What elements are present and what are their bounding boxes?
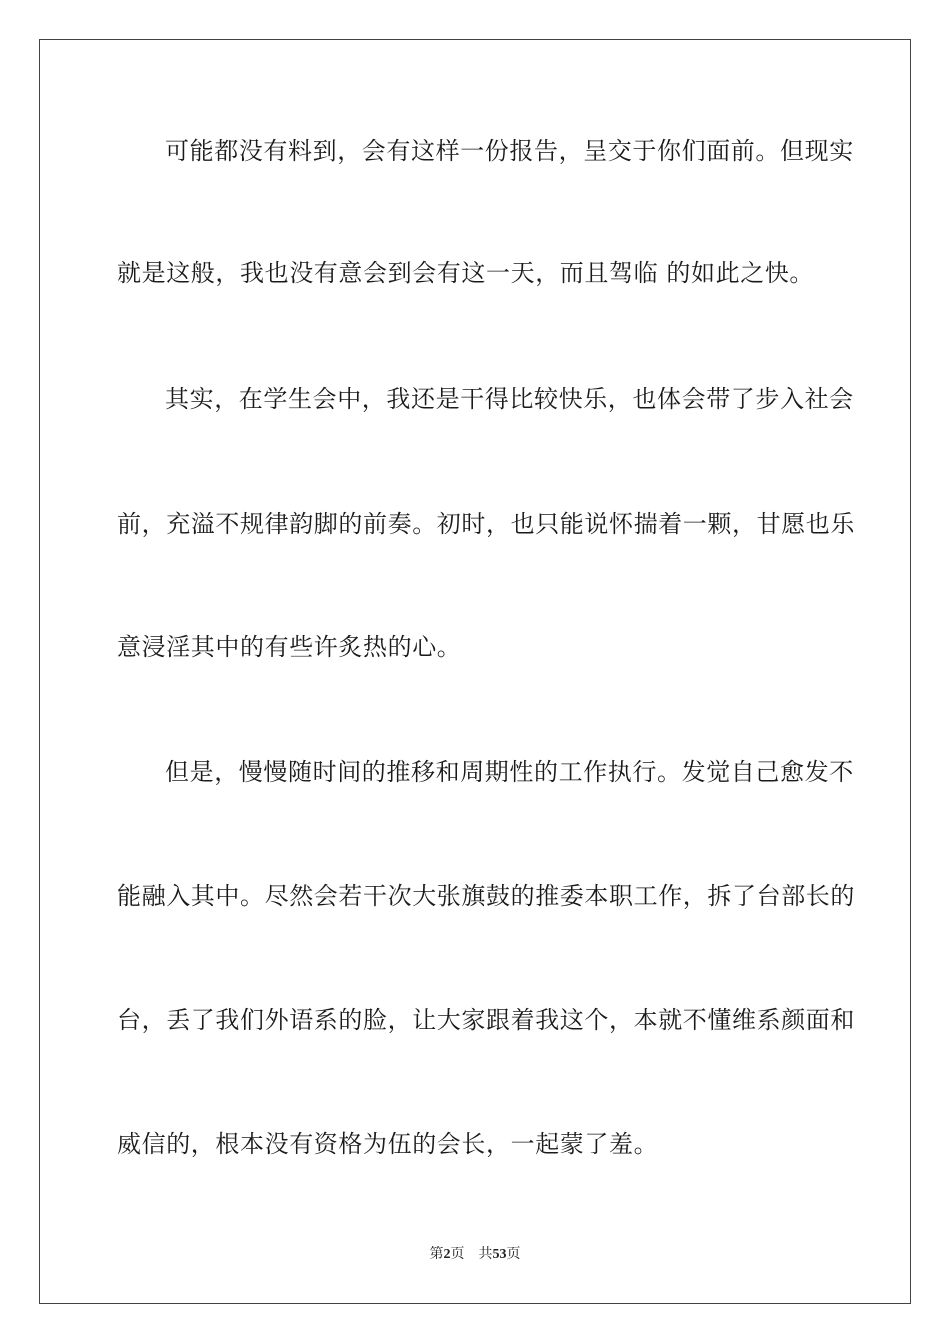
current-page-number: 2	[443, 1247, 451, 1262]
page-border	[39, 39, 911, 1304]
page-suffix: 页	[450, 1247, 465, 1262]
total-suffix: 页	[506, 1247, 521, 1262]
paragraph-3-line-1: 但是，慢慢随时间的推移和周期性的工作执行。发觉自己愈发不	[165, 758, 854, 786]
paragraph-2-line-1: 其实，在学生会中，我还是干得比较快乐，也体会带了步入社会	[165, 385, 854, 413]
page-footer	[0, 1246, 950, 1264]
total-prefix: 共	[478, 1247, 493, 1262]
page-prefix: 第	[429, 1247, 444, 1262]
paragraph-2-line-3: 意浸淫其中的有些许炙热的心。	[117, 633, 462, 661]
paragraph-1-line-1: 可能都没有料到，会有这样一份报告，呈交于你们面前。但现实	[165, 137, 854, 165]
paragraph-1-line-2: 就是这般，我也没有意会到会有这一天，而且驾临 的如此之快。	[117, 259, 815, 287]
paragraph-2-line-2: 前，充溢不规律韵脚的前奏。初时，也只能说怀揣着一颗，甘愿也乐	[117, 510, 855, 538]
paragraph-3-line-4: 威信的，根本没有资格为伍的会长，一起蒙了羞。	[117, 1130, 659, 1158]
total-pages-number: 53	[492, 1247, 507, 1262]
paragraph-3-line-3: 台，丢了我们外语系的脸，让大家跟着我这个，本就不懂维系颜面和	[117, 1006, 855, 1034]
paragraph-3-line-2: 能融入其中。尽然会若干次大张旗鼓的推委本职工作，拆了台部长的	[117, 882, 855, 910]
